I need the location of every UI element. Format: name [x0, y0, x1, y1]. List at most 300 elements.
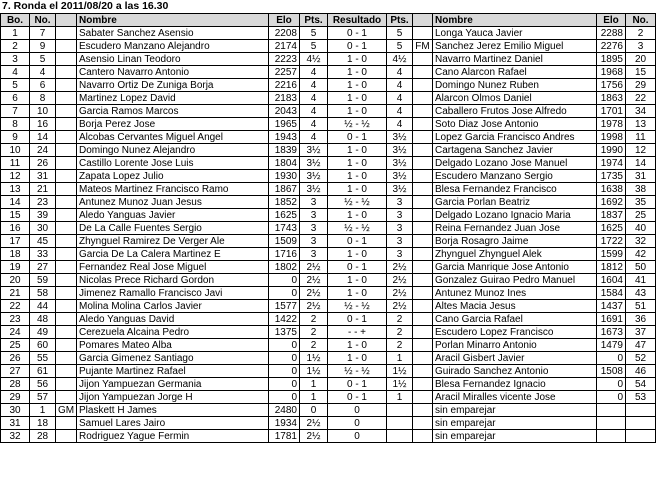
- table-row: [1, 417, 656, 430]
- cell-black-elo: 1692: [597, 196, 626, 209]
- cell-result: 1 - 0: [328, 209, 387, 222]
- cell-white-points: 3½: [300, 170, 328, 183]
- table-row: [1, 27, 656, 40]
- cell-board: 24: [1, 326, 30, 339]
- cell-white-elo: 1781: [269, 430, 300, 443]
- table-row: [1, 339, 656, 352]
- cell-white-elo: 1375: [269, 326, 300, 339]
- table-row: [1, 209, 656, 222]
- cell-black-title: [413, 92, 433, 105]
- cell-result: 0 - 1: [328, 391, 387, 404]
- cell-board: 7: [1, 105, 30, 118]
- cell-white-title: [56, 378, 77, 391]
- cell-black-name: sin emparejar: [433, 417, 597, 430]
- cell-white-number: 33: [30, 248, 56, 261]
- cell-white-elo: 2208: [269, 27, 300, 40]
- cell-black-elo: 1837: [597, 209, 626, 222]
- cell-black-number: [626, 404, 656, 417]
- cell-white-name: Cantero Navarro Antonio: [77, 66, 269, 79]
- cell-black-title: [413, 365, 433, 378]
- cell-black-points: 3½: [387, 157, 413, 170]
- cell-black-number: 53: [626, 391, 656, 404]
- cell-black-name: Sanchez Jerez Emilio Miguel: [433, 40, 597, 53]
- cell-white-points: 3½: [300, 144, 328, 157]
- cell-black-elo: 1673: [597, 326, 626, 339]
- cell-black-title: [413, 261, 433, 274]
- cell-white-title: [56, 261, 77, 274]
- cell-white-name: Alcobas Cervantes Miguel Angel: [77, 131, 269, 144]
- cell-black-name: Cartagena Sanchez Javier: [433, 144, 597, 157]
- cell-white-name: Rodriguez Yague Fermin: [77, 430, 269, 443]
- cell-white-name: Jimenez Ramallo Francisco Javi: [77, 287, 269, 300]
- cell-white-points: 2½: [300, 430, 328, 443]
- cell-white-name: Nicolas Prece Richard Gordon: [77, 274, 269, 287]
- table-row: [1, 326, 656, 339]
- cell-black-name: Delgado Lozano Ignacio Maria: [433, 209, 597, 222]
- cell-black-name: Escudero Manzano Sergio: [433, 170, 597, 183]
- cell-black-elo: 1722: [597, 235, 626, 248]
- cell-black-points: 3½: [387, 144, 413, 157]
- cell-black-title: [413, 404, 433, 417]
- cell-board: 28: [1, 378, 30, 391]
- cell-white-number: 5: [30, 53, 56, 66]
- cell-black-elo: 1638: [597, 183, 626, 196]
- cell-white-title: [56, 170, 77, 183]
- cell-black-name: Longa Yauca Javier: [433, 27, 597, 40]
- table-row: [1, 196, 656, 209]
- cell-black-number: 43: [626, 287, 656, 300]
- cell-white-number: 58: [30, 287, 56, 300]
- cell-black-number: 2: [626, 27, 656, 40]
- cell-board: 9: [1, 131, 30, 144]
- cell-white-title: [56, 417, 77, 430]
- header-white-number: No.: [30, 14, 56, 27]
- cell-result: 1 - 0: [328, 157, 387, 170]
- cell-black-title: [413, 417, 433, 430]
- cell-black-points: 4: [387, 79, 413, 92]
- cell-white-number: 1: [30, 404, 56, 417]
- cell-black-elo: 1863: [597, 92, 626, 105]
- cell-white-number: 9: [30, 40, 56, 53]
- cell-white-name: Escudero Manzano Alejandro: [77, 40, 269, 53]
- cell-white-number: 4: [30, 66, 56, 79]
- cell-black-name: Cano Alarcon Rafael: [433, 66, 597, 79]
- table-row: [1, 404, 656, 417]
- cell-white-title: [56, 66, 77, 79]
- cell-black-points: 3: [387, 235, 413, 248]
- cell-black-number: 52: [626, 352, 656, 365]
- cell-white-number: 49: [30, 326, 56, 339]
- cell-white-elo: 1509: [269, 235, 300, 248]
- cell-white-title: [56, 131, 77, 144]
- cell-board: 22: [1, 300, 30, 313]
- header-black-title: [413, 14, 433, 27]
- cell-white-points: 4½: [300, 53, 328, 66]
- cell-black-name: Alarcon Olmos Daniel: [433, 92, 597, 105]
- cell-board: 18: [1, 248, 30, 261]
- cell-black-title: [413, 27, 433, 40]
- cell-white-title: [56, 183, 77, 196]
- cell-black-elo: 0: [597, 352, 626, 365]
- cell-white-title: [56, 92, 77, 105]
- cell-black-points: 1: [387, 391, 413, 404]
- cell-black-number: 35: [626, 196, 656, 209]
- cell-white-number: 31: [30, 170, 56, 183]
- cell-white-title: [56, 248, 77, 261]
- cell-board: 3: [1, 53, 30, 66]
- cell-board: 10: [1, 144, 30, 157]
- cell-white-points: 3: [300, 222, 328, 235]
- cell-black-name: Caballero Frutos Jose Alfredo: [433, 105, 597, 118]
- cell-result: ½ - ½: [328, 222, 387, 235]
- cell-white-title: [56, 365, 77, 378]
- cell-result: ½ - ½: [328, 365, 387, 378]
- cell-black-number: 41: [626, 274, 656, 287]
- cell-board: 5: [1, 79, 30, 92]
- pairings-table: [0, 13, 656, 443]
- cell-black-title: [413, 430, 433, 443]
- cell-white-elo: 2043: [269, 105, 300, 118]
- cell-black-name: Lopez Garcia Francisco Andres: [433, 131, 597, 144]
- cell-black-name: Garcia Manrique Jose Antonio: [433, 261, 597, 274]
- cell-black-elo: 1735: [597, 170, 626, 183]
- cell-white-title: [56, 144, 77, 157]
- cell-black-elo: 0: [597, 378, 626, 391]
- cell-black-points: [387, 417, 413, 430]
- cell-black-title: [413, 313, 433, 326]
- cell-white-name: Zapata Lopez Julio: [77, 170, 269, 183]
- cell-result: 0: [328, 430, 387, 443]
- cell-board: 12: [1, 170, 30, 183]
- cell-white-name: Garcia De La Calera Martinez E: [77, 248, 269, 261]
- cell-white-elo: 0: [269, 287, 300, 300]
- cell-black-number: 13: [626, 118, 656, 131]
- cell-white-name: Aledo Yanguas David: [77, 313, 269, 326]
- header-black-points: Pts.: [387, 14, 413, 27]
- cell-result: 0 - 1: [328, 131, 387, 144]
- cell-white-title: [56, 222, 77, 235]
- cell-white-elo: 1852: [269, 196, 300, 209]
- cell-white-elo: 1934: [269, 417, 300, 430]
- cell-black-title: [413, 196, 433, 209]
- table-row: [1, 365, 656, 378]
- cell-result: 1 - 0: [328, 339, 387, 352]
- cell-result: 0 - 1: [328, 40, 387, 53]
- cell-black-title: [413, 352, 433, 365]
- table-row: [1, 92, 656, 105]
- cell-white-points: 2: [300, 313, 328, 326]
- table-row: [1, 66, 656, 79]
- header-white-elo: Elo: [269, 14, 300, 27]
- table-row: [1, 378, 656, 391]
- cell-black-points: 3: [387, 248, 413, 261]
- cell-black-points: 3½: [387, 183, 413, 196]
- cell-white-points: 4: [300, 66, 328, 79]
- cell-white-elo: 0: [269, 378, 300, 391]
- cell-black-number: 47: [626, 339, 656, 352]
- cell-result: 1 - 0: [328, 287, 387, 300]
- cell-black-title: [413, 79, 433, 92]
- cell-black-points: 4: [387, 92, 413, 105]
- cell-white-name: Zhynguel Ramirez De Verger Ale: [77, 235, 269, 248]
- cell-black-elo: 1990: [597, 144, 626, 157]
- cell-black-elo: [597, 404, 626, 417]
- cell-board: 21: [1, 287, 30, 300]
- cell-white-points: 2: [300, 326, 328, 339]
- cell-white-elo: 1577: [269, 300, 300, 313]
- cell-black-name: sin emparejar: [433, 430, 597, 443]
- cell-black-name: Delgado Lozano Jose Manuel: [433, 157, 597, 170]
- cell-white-points: 1: [300, 378, 328, 391]
- cell-white-elo: 1943: [269, 131, 300, 144]
- cell-white-points: 3: [300, 209, 328, 222]
- cell-black-name: Escudero Lopez Francisco: [433, 326, 597, 339]
- cell-black-elo: 1508: [597, 365, 626, 378]
- cell-black-name: Aracil Miralles vicente Jose: [433, 391, 597, 404]
- cell-result: 0 - 1: [328, 378, 387, 391]
- cell-white-elo: 0: [269, 352, 300, 365]
- cell-white-name: Sabater Sanchez Asensio: [77, 27, 269, 40]
- cell-black-points: 2½: [387, 300, 413, 313]
- cell-white-elo: 1802: [269, 261, 300, 274]
- cell-white-title: [56, 209, 77, 222]
- cell-black-points: 2½: [387, 287, 413, 300]
- cell-white-number: 44: [30, 300, 56, 313]
- cell-black-title: [413, 105, 433, 118]
- cell-white-elo: 2183: [269, 92, 300, 105]
- cell-board: 19: [1, 261, 30, 274]
- header-white-points: Pts.: [300, 14, 328, 27]
- cell-white-number: 27: [30, 261, 56, 274]
- cell-white-points: 3½: [300, 183, 328, 196]
- table-row: [1, 352, 656, 365]
- round-title: 7. Ronda el 2011/08/20 a las 16.30: [2, 0, 169, 12]
- cell-white-number: 6: [30, 79, 56, 92]
- cell-white-number: 14: [30, 131, 56, 144]
- cell-white-title: [56, 300, 77, 313]
- cell-black-elo: 1968: [597, 66, 626, 79]
- cell-white-number: 26: [30, 157, 56, 170]
- cell-black-elo: 1604: [597, 274, 626, 287]
- cell-white-number: 59: [30, 274, 56, 287]
- cell-black-title: [413, 209, 433, 222]
- header-row: [1, 14, 656, 27]
- cell-black-elo: 1584: [597, 287, 626, 300]
- cell-black-name: Antunez Munoz Ines: [433, 287, 597, 300]
- cell-white-elo: 1743: [269, 222, 300, 235]
- cell-white-title: [56, 274, 77, 287]
- cell-result: 1 - 0: [328, 170, 387, 183]
- cell-black-points: 5: [387, 40, 413, 53]
- cell-result: 1 - 0: [328, 274, 387, 287]
- cell-black-title: [413, 287, 433, 300]
- header-black-elo: Elo: [597, 14, 626, 27]
- header-white-name: Nombre: [77, 14, 269, 27]
- cell-black-title: [413, 118, 433, 131]
- cell-white-title: [56, 313, 77, 326]
- cell-white-name: Castillo Lorente Jose Luis: [77, 157, 269, 170]
- cell-board: 4: [1, 66, 30, 79]
- cell-result: 0: [328, 417, 387, 430]
- cell-white-points: 5: [300, 40, 328, 53]
- cell-black-points: 2: [387, 339, 413, 352]
- cell-white-title: [56, 53, 77, 66]
- cell-black-name: Porlan Minarro Antonio: [433, 339, 597, 352]
- cell-white-title: [56, 196, 77, 209]
- cell-board: 25: [1, 339, 30, 352]
- cell-board: 8: [1, 118, 30, 131]
- header-board: Bo.: [1, 14, 30, 27]
- cell-black-number: 50: [626, 261, 656, 274]
- cell-white-name: Martinez Lopez David: [77, 92, 269, 105]
- header-result: Resultado: [328, 14, 387, 27]
- cell-board: 11: [1, 157, 30, 170]
- cell-white-name: Fernandez Real Jose Miguel: [77, 261, 269, 274]
- cell-black-elo: 1625: [597, 222, 626, 235]
- cell-white-points: 4: [300, 131, 328, 144]
- cell-white-name: Pomares Mateo Alba: [77, 339, 269, 352]
- cell-white-number: 23: [30, 196, 56, 209]
- cell-white-title: [56, 27, 77, 40]
- cell-black-number: 38: [626, 183, 656, 196]
- cell-white-number: 18: [30, 417, 56, 430]
- cell-board: 26: [1, 352, 30, 365]
- cell-black-name: Navarro Martinez Daniel: [433, 53, 597, 66]
- cell-black-name: Gonzalez Guirao Pedro Manuel: [433, 274, 597, 287]
- cell-white-title: [56, 430, 77, 443]
- cell-black-points: 3: [387, 196, 413, 209]
- cell-black-title: [413, 222, 433, 235]
- cell-white-number: 61: [30, 365, 56, 378]
- cell-black-number: 12: [626, 144, 656, 157]
- cell-white-name: De La Calle Fuentes Sergio: [77, 222, 269, 235]
- cell-white-number: 60: [30, 339, 56, 352]
- cell-white-elo: 2174: [269, 40, 300, 53]
- cell-white-number: 10: [30, 105, 56, 118]
- cell-black-number: 31: [626, 170, 656, 183]
- table-row: [1, 287, 656, 300]
- cell-black-number: 34: [626, 105, 656, 118]
- table-row: [1, 261, 656, 274]
- cell-white-name: Cerezuela Alcaina Pedro: [77, 326, 269, 339]
- cell-white-number: 16: [30, 118, 56, 131]
- cell-white-elo: 1930: [269, 170, 300, 183]
- cell-black-points: 3½: [387, 170, 413, 183]
- cell-black-name: Blesa Fernandez Francisco: [433, 183, 597, 196]
- cell-black-elo: 1812: [597, 261, 626, 274]
- cell-black-elo: [597, 430, 626, 443]
- cell-result: 0 - 1: [328, 261, 387, 274]
- cell-white-elo: 0: [269, 391, 300, 404]
- cell-white-points: 1½: [300, 365, 328, 378]
- cell-white-name: Garcia Ramos Marcos: [77, 105, 269, 118]
- cell-board: 2: [1, 40, 30, 53]
- cell-black-elo: 1998: [597, 131, 626, 144]
- cell-white-name: Pujante Martinez Rafael: [77, 365, 269, 378]
- table-row: [1, 222, 656, 235]
- cell-black-name: Guirado Sanchez Antonio: [433, 365, 597, 378]
- cell-white-name: Garcia Gimenez Santiago: [77, 352, 269, 365]
- cell-black-title: [413, 235, 433, 248]
- cell-black-points: [387, 430, 413, 443]
- cell-board: 6: [1, 92, 30, 105]
- cell-board: 32: [1, 430, 30, 443]
- cell-white-elo: 1839: [269, 144, 300, 157]
- cell-black-title: [413, 66, 433, 79]
- cell-black-number: 22: [626, 92, 656, 105]
- cell-white-points: 4: [300, 118, 328, 131]
- table-row: [1, 157, 656, 170]
- cell-black-points: 4: [387, 66, 413, 79]
- cell-white-name: Asensio Linan Teodoro: [77, 53, 269, 66]
- cell-black-number: [626, 417, 656, 430]
- cell-white-elo: 1965: [269, 118, 300, 131]
- cell-black-elo: [597, 417, 626, 430]
- cell-white-number: 48: [30, 313, 56, 326]
- cell-board: 29: [1, 391, 30, 404]
- cell-black-points: 3: [387, 222, 413, 235]
- cell-white-points: 3½: [300, 157, 328, 170]
- cell-black-points: 1½: [387, 378, 413, 391]
- cell-black-title: [413, 53, 433, 66]
- cell-black-title: [413, 274, 433, 287]
- cell-black-points: 5: [387, 27, 413, 40]
- cell-white-title: [56, 339, 77, 352]
- cell-black-elo: 0: [597, 391, 626, 404]
- cell-white-number: 8: [30, 92, 56, 105]
- header-black-number: No.: [626, 14, 656, 27]
- cell-black-title: [413, 339, 433, 352]
- cell-black-name: Aracil Gisbert Javier: [433, 352, 597, 365]
- cell-result: 1 - 0: [328, 144, 387, 157]
- cell-white-points: 1½: [300, 352, 328, 365]
- cell-board: 20: [1, 274, 30, 287]
- cell-board: 27: [1, 365, 30, 378]
- header-black-name: Nombre: [433, 14, 597, 27]
- cell-white-title: [56, 287, 77, 300]
- cell-black-points: 2½: [387, 274, 413, 287]
- cell-result: 0: [328, 404, 387, 417]
- cell-white-name: Domingo Nunez Alejandro: [77, 144, 269, 157]
- table-row: [1, 53, 656, 66]
- cell-black-name: Zhynguel Zhynguel Alek: [433, 248, 597, 261]
- cell-black-elo: 1701: [597, 105, 626, 118]
- cell-black-name: Altes Macia Jesus: [433, 300, 597, 313]
- cell-result: 0 - 1: [328, 313, 387, 326]
- cell-black-elo: 1599: [597, 248, 626, 261]
- cell-black-number: 54: [626, 378, 656, 391]
- cell-black-number: [626, 430, 656, 443]
- cell-result: 0 - 1: [328, 27, 387, 40]
- cell-white-title: [56, 105, 77, 118]
- cell-black-points: 4: [387, 118, 413, 131]
- cell-black-number: 29: [626, 79, 656, 92]
- cell-black-name: Blesa Fernandez Ignacio: [433, 378, 597, 391]
- cell-white-title: [56, 352, 77, 365]
- cell-white-number: 30: [30, 222, 56, 235]
- cell-black-number: 46: [626, 365, 656, 378]
- cell-white-points: 4: [300, 79, 328, 92]
- cell-white-title: [56, 157, 77, 170]
- cell-white-points: 3: [300, 248, 328, 261]
- cell-white-points: 3: [300, 196, 328, 209]
- cell-white-points: 3: [300, 235, 328, 248]
- cell-white-title: [56, 118, 77, 131]
- cell-board: 14: [1, 196, 30, 209]
- cell-white-points: 2: [300, 339, 328, 352]
- cell-board: 31: [1, 417, 30, 430]
- cell-white-number: 24: [30, 144, 56, 157]
